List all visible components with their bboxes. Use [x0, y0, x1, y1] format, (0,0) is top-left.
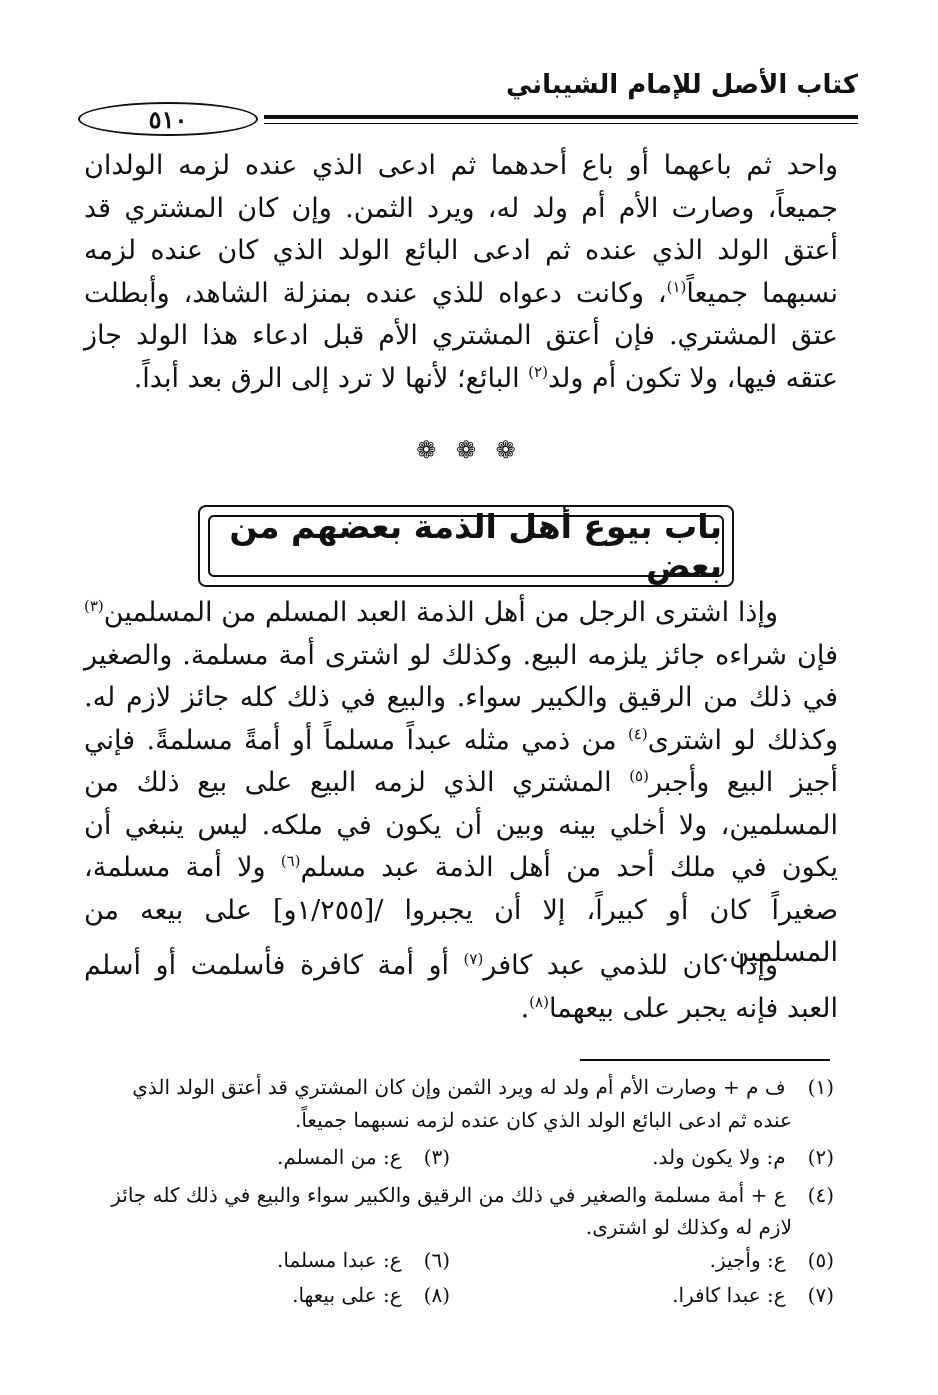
- footnote-ref-3: (٣): [84, 597, 104, 615]
- footnote-ref-1: (١): [666, 277, 687, 296]
- page-number-frame: [72, 101, 264, 137]
- chapter-title: باب بيوع أهل الذمة بعضهم من بعض: [229, 507, 722, 585]
- footnote-6: [277, 1245, 450, 1275]
- paragraph-1-text-c: البائع؛ لأنها لا ترد إلى الرق بعد أبداً.: [133, 362, 529, 394]
- footnote-ref-5: (٥): [629, 767, 649, 785]
- footnote-ref-4: (٤): [627, 724, 648, 743]
- footnote-1: [84, 1072, 834, 1102]
- footnote-5-text: ع: وأجيز.: [709, 1248, 786, 1272]
- footnote-5: [710, 1245, 834, 1275]
- footnote-2-number: (٢): [807, 1145, 834, 1169]
- footnote-7-text: ع: عبدا كافرا.: [672, 1283, 786, 1307]
- paragraph-2-text-a: وإذا اشترى الرجل من أهل الذمة العبد المسلم من المسلمين: [103, 597, 778, 628]
- footnote-7-number: (٧): [807, 1283, 834, 1307]
- footnote-3-text: ع: من المسلم.: [276, 1145, 402, 1169]
- footnote-ref-6: (٦): [280, 852, 301, 870]
- footnote-1-text: ف م + وصارت الأم أم ولد له ويرد الثمن وإن كان المشتري قد أعتق الولد الذي: [132, 1075, 786, 1099]
- paragraph-3-text-b: أو أمة كافرة فأسلمت أو أسلم العبد فإنه يجبر على بيعهما: [84, 950, 838, 1024]
- footnote-ref-7: (٧): [463, 950, 484, 968]
- footnote-8-text: ع: على بيعها.: [292, 1283, 402, 1307]
- footnote-8-number: (٨): [423, 1283, 450, 1307]
- paragraph-1-text-b: ، وكانت دعواه للذي عنده بمنزلة الشاهد، وأبطلت عتق المشتري. فإن أعتق المشتري الأم قبل ادعاء هذا الولد جاز عتقه فيها، ولا تكون أم ولد: [84, 277, 838, 394]
- footnote-4: [84, 1180, 834, 1210]
- footnote-4-number: (٤): [807, 1183, 834, 1207]
- paragraph-2-text-b: فإن شراءه جائز يلزمه البيع. وكذلك لو اشترى أمة مسلمة. والصغير في ذلك من الرقيق والكبير سواء. والبيع في ذلك كله جائز لازم له. وكذلك لو اشترى: [84, 639, 838, 756]
- footnote-1-continuation: عنده ثم ادعى البائع الولد الذي كان عنده لزمه نسبهما جميعاً.: [294, 1108, 792, 1132]
- paragraph-1: [84, 145, 838, 400]
- paragraph-2-text-e: ولا أمة مسلمة، صغيراً كان أو كبيراً، إلا أن يجبروا /[١/٢٥٥و] على بيعه من المسلمين.: [84, 852, 838, 968]
- footnote-ref-2: (٢): [528, 362, 548, 381]
- footnote-5-number: (٥): [807, 1248, 834, 1272]
- footnote-2: [652, 1142, 834, 1172]
- footnote-7: [672, 1280, 834, 1310]
- footnote-3: [277, 1142, 450, 1172]
- footnote-3-number: (٣): [423, 1145, 450, 1169]
- paragraph-3-text-a: وإذا كان للذمي عبد كافر: [483, 950, 778, 981]
- footnote-1-number: (١): [807, 1075, 834, 1099]
- footnote-4-continuation: لازم له وكذلك لو اشترى.: [585, 1215, 792, 1239]
- paragraph-3: [84, 945, 838, 1030]
- footnote-rule: [580, 1059, 830, 1061]
- chapter-title-frame: [198, 505, 734, 587]
- paragraph-2-text-c: من ذمي مثله عبداً مسلماً أو أمةً مسلمةً. فإني أجيز البيع وأجبر: [84, 724, 838, 798]
- paragraph-2-text-d: المشتري الذي لزمه البيع على بيع ذلك من المسلمين، ولا أخلي بينه وبين أن يكون في ملكه. ليس ينبغي أن يكون في ملك أحد من أهل الذمة عبد مسلم: [84, 767, 838, 883]
- footnote-ref-8: (٨): [529, 992, 549, 1011]
- footnote-6-number: (٦): [423, 1248, 450, 1272]
- footnote-4-text: ع + أمة مسلمة والصغير في ذلك من الرقيق والكبير سواء والبيع في ذلك كله جائز: [111, 1183, 786, 1207]
- paragraph-3-text-c: .: [520, 992, 530, 1024]
- footnote-6-text: ع: عبدا مسلما.: [277, 1248, 402, 1272]
- section-separator: ❁ ❁ ❁: [416, 436, 522, 464]
- running-title: كتاب الأصل للإمام الشيباني: [506, 70, 858, 100]
- chapter-title-inner-frame: [208, 507, 724, 585]
- page-number: ٥١٠: [78, 102, 258, 136]
- paragraph-1-text-a: واحد ثم باعهما أو باع أحدهما ثم ادعى الذي عنده لزمه الولدان جميعاً، وصارت الأم أم ولد له، ويرد الثمن. وإن كان المشتري قد أعتق الولد الذي عنده ثم ادعى البائع الولد الذي كان عنده لزمه نسبهما جميعاً: [84, 150, 838, 309]
- footnote-8: [292, 1280, 450, 1310]
- paragraph-2: [84, 592, 838, 975]
- footnote-2-text: م: ولا يكون ولد.: [652, 1145, 786, 1169]
